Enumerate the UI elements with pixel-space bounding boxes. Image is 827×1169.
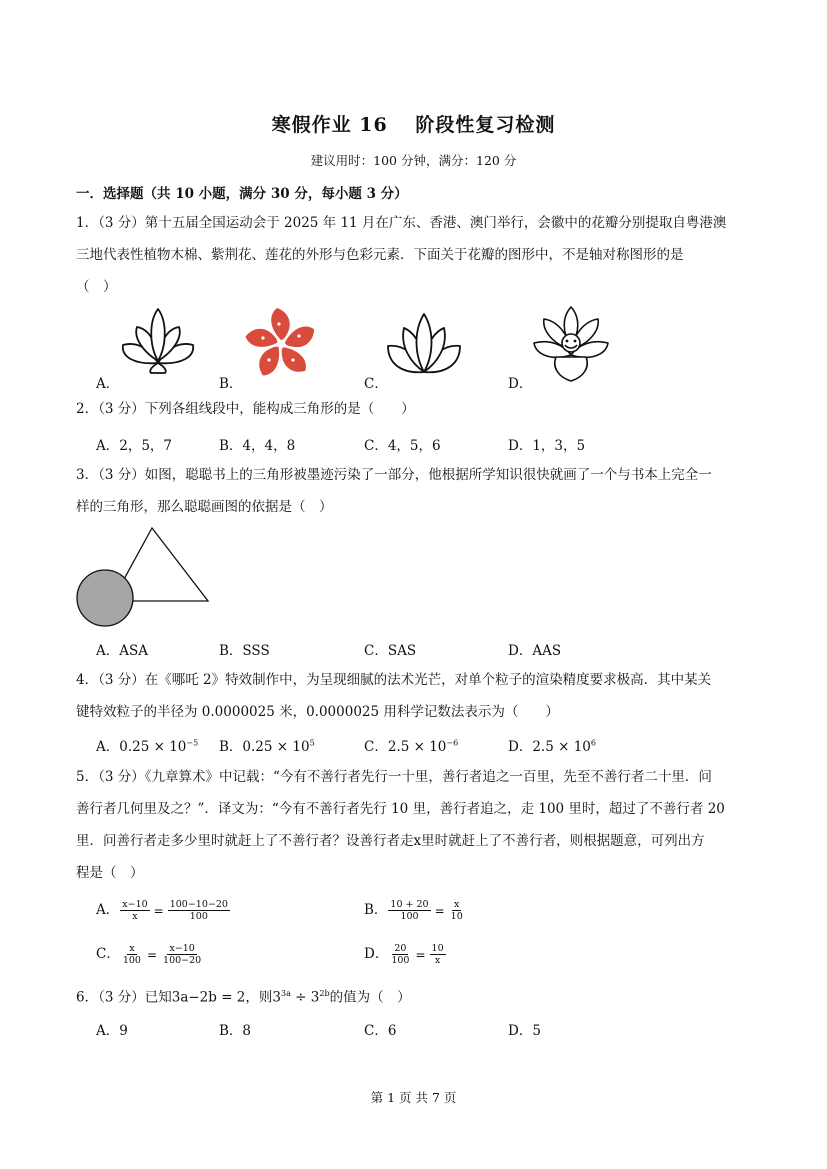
option-exponent: −5 [186, 738, 199, 748]
option-label: B． [364, 902, 388, 918]
question-3-line: 样的三角形，那么聪聪画图的依据是（ ） [76, 499, 333, 515]
power-exponent: 2b [319, 989, 330, 998]
question-1-line: 三地代表性植物木棉、紫荆花、莲花的外形与色彩元素．下面关于花瓣的图形中，不是轴对称图形的是 [76, 247, 684, 263]
question-2: 2．（3 分）下列各组线段中，能构成三角形的是（ ） [76, 401, 415, 417]
option-5-b[interactable]: B． $\frac{10 + 20}{100}$ = $\frac{x}{10}$ [364, 899, 463, 922]
option-2-c[interactable]: C．4，5，6 [364, 438, 441, 454]
numerator: 10 [431, 943, 444, 954]
question-6-mid: ，则 [245, 989, 273, 1006]
option-3-c[interactable]: C．SAS [364, 643, 417, 659]
power-base: 3 [272, 989, 281, 1006]
division-operator: ÷ [290, 989, 311, 1006]
option-6-b[interactable]: B．8 [219, 1023, 252, 1039]
option-5-a[interactable]: A． $\frac{x-10}{x}$ = $\frac{100-10-20}{100}$ [96, 899, 228, 922]
bauhinia-flower-image [242, 305, 320, 383]
option-label: A． [96, 739, 120, 755]
question-6-suffix: 的值为（ ） [329, 989, 411, 1006]
question-4-line: 4．（3 分）在《哪吒 2》特效制作中，为呈现细腻的法术光芒，对单个粒子的渲染精度要求极高．其中某关 [76, 672, 712, 688]
numerator: 20 [394, 943, 407, 954]
numerator: x [129, 943, 135, 954]
lotus-flower-image [384, 310, 464, 380]
option-value: 2.5 × 10 [532, 739, 591, 755]
option-1-d[interactable]: D． [508, 376, 533, 392]
option-2-b[interactable]: B．4，4，8 [219, 438, 296, 454]
numerator: x−10 [122, 899, 148, 910]
question-5-line: 程是（ ） [76, 865, 144, 881]
denominator: x [434, 955, 441, 966]
option-3-d[interactable]: D．AAS [508, 643, 562, 659]
fraction-right [430, 943, 446, 966]
denominator: 100 [400, 911, 419, 922]
numerator: 100−10−20 [169, 899, 228, 910]
numerator: x−10 [169, 943, 195, 954]
option-4-b[interactable] [219, 735, 315, 755]
power-base: 3 [310, 989, 320, 1006]
option-label: C． [364, 739, 388, 755]
option-6-c[interactable]: C．6 [364, 1023, 397, 1039]
fraction-left [388, 899, 430, 922]
question-1-line: 1．（3 分）第十五届全国运动会于 2025 年 11 月在广东、香港、澳门举行，会徽中的花瓣分别提取自粤港澳 [76, 215, 727, 231]
fraction-left [121, 943, 143, 966]
denominator: 100−20 [163, 955, 202, 966]
question-1-line: （ ） [76, 279, 117, 295]
fraction-right [449, 899, 465, 922]
option-label: C． [96, 946, 120, 962]
option-label: B． [219, 739, 243, 755]
option-label: A． [96, 902, 120, 918]
option-6-a[interactable]: A．9 [96, 1023, 128, 1039]
stained-triangle-figure [72, 520, 217, 630]
denominator: x [132, 911, 138, 922]
option-3-a[interactable]: A．ASA [96, 643, 148, 659]
denominator: 10 [450, 911, 463, 922]
option-value: 0.25 × 10 [119, 739, 187, 755]
question-4-line: 键特效粒子的半径为 0.0000025 米，0.0000025 用科学记数法表示为（ ） [76, 704, 559, 720]
page-title: 寒假作业 16 阶段性复习检测 [271, 114, 556, 136]
question-5-line: 里．问善行者走多少里时就赶上了不善行者？设善行者走x里时就赶上了不善行者，则根据题意，可列出方 [76, 833, 705, 849]
option-2-d[interactable]: D．1，3，5 [508, 438, 586, 454]
option-1-a[interactable]: A． [96, 376, 120, 392]
numerator: x [454, 899, 460, 910]
option-3-b[interactable]: B．SSS [219, 643, 270, 659]
power-exponent: 3a [281, 989, 291, 998]
option-5-d[interactable]: D． $\frac{20}{100}$ = $\frac{10}{x}$ [364, 943, 444, 966]
fraction-left [120, 899, 149, 922]
question-4 [76, 664, 756, 728]
question-5-line: 5．（3 分）《九章算术》中记载：“今有不善行者先行一十里，善行者追之一百里，先至不善行者二十里．问 [76, 769, 712, 785]
option-1-b[interactable]: B． [219, 376, 243, 392]
option-2-a[interactable]: A．2，5，7 [96, 438, 173, 454]
option-4-a[interactable] [96, 735, 198, 755]
question-6-prefix: 6．（3 分）已知 [76, 989, 172, 1006]
option-1-c[interactable]: C． [364, 376, 388, 392]
time-score-note: 建议用时：100 分钟，满分：120 分 [310, 153, 517, 168]
option-value: 0.25 × 10 [242, 739, 310, 755]
fraction-right [168, 899, 230, 922]
question-6-condition: 3a−2b = 2 [171, 989, 246, 1006]
question-5-line: 善行者几何里及之？”．译文为：“今有不善行者先行 10 里，善行者追之，走 100 里时，超过了不善行者 20 [76, 801, 725, 817]
ink-stain-circle [77, 570, 133, 626]
bauhinia-petals [244, 308, 318, 379]
fraction-right [161, 943, 203, 966]
question-5 [76, 761, 756, 889]
option-4-c[interactable] [364, 735, 458, 755]
option-exponent: 6 [590, 738, 596, 748]
fraction-left [389, 943, 411, 966]
option-5-c[interactable]: C． $\frac{x}{100}$ = $\frac{x-10}{100-20}$ [96, 943, 202, 966]
question-3-line: 3．（3 分）如图，聪聪书上的三角形被墨迹污染了一部分，他根据所学知识很快就画了一个与书本上完全一 [76, 467, 712, 483]
option-label: D． [508, 739, 533, 755]
denominator: 100 [122, 955, 141, 966]
question-1 [76, 207, 756, 303]
section-heading: 一．选择题（共 10 小题，满分 30 分，每小题 3 分） [76, 186, 408, 202]
kapok-flower-image [115, 305, 201, 377]
option-exponent: 5 [309, 738, 315, 748]
option-6-d[interactable]: D．5 [508, 1023, 541, 1039]
option-value: 2.5 × 10 [387, 739, 447, 755]
numerator: 10 + 20 [390, 899, 429, 910]
question-3 [76, 459, 756, 523]
denominator: 100 [189, 911, 208, 922]
option-4-d[interactable] [508, 735, 596, 755]
question-6 [76, 978, 756, 1014]
page-footer: 第 1 页 共 7 页 [370, 1090, 457, 1105]
option-exponent: −6 [446, 738, 459, 748]
option-label: D． [364, 946, 389, 962]
lotus-emblem-image [530, 305, 612, 383]
denominator: 100 [391, 955, 410, 966]
